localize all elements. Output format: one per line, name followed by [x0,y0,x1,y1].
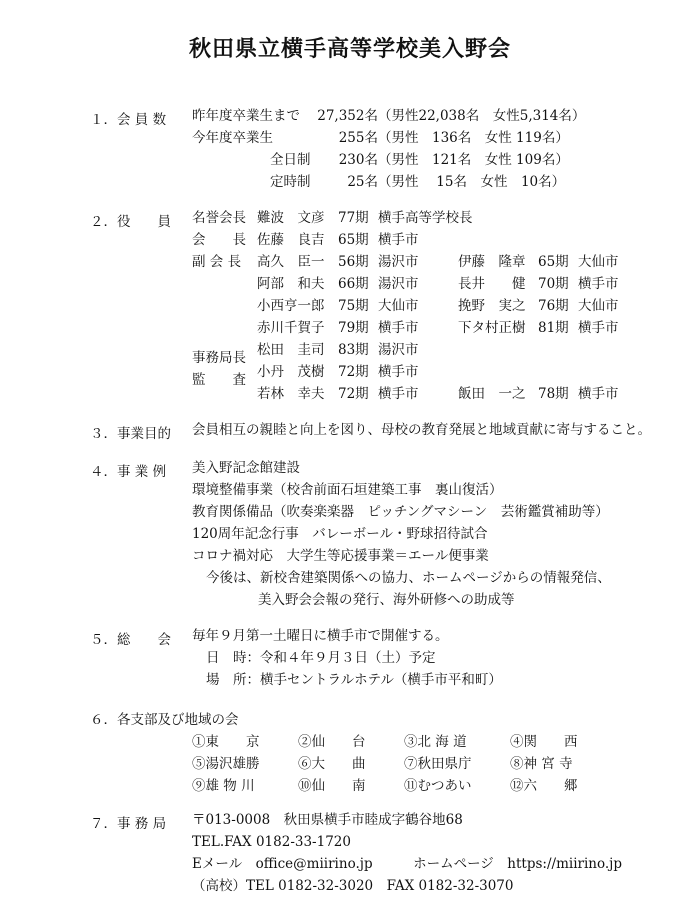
members-count-fulltime: 230名 [338,152,378,168]
section-5-heading: ５．総 会 [90,632,171,648]
officer-term: 83期 [338,342,369,358]
officer-name: 阿部 和夫 [257,276,325,292]
branch-item: ④関 西 [510,734,578,750]
members-label-fulltime: 全日制 [270,152,311,168]
branch-item: ⑩仙 南 [298,778,366,794]
role-honorary: 名誉会長 [192,210,246,226]
officer-term-right: 76期 [538,298,569,314]
officer-term-right: 65期 [538,254,569,270]
officer-place-right: 大仙市 [578,298,619,314]
office-email-web: Eメール office@miirino.jp ホームページ https://miirino.jp [192,856,622,872]
officer-term: 77期 [338,210,369,226]
members-count-current: 255名 [338,130,378,146]
officer-name: 松田 圭司 [257,342,325,358]
officer-name: 佐藤 良吉 [257,232,325,248]
section-1-heading: １．会 員 数 [90,112,167,128]
officer-place-right: 横手市 [578,320,619,336]
section-3-heading: ３．事業目的 [90,426,171,442]
officer-term-right: 78期 [538,386,569,402]
officer-place: 湯沢市 [378,342,419,358]
members-count-previous: 27,352名 [317,108,378,124]
officer-term: 66期 [338,276,369,292]
officer-name-right: 長井 健 [458,276,526,292]
officer-place: 湯沢市 [378,276,419,292]
officer-place-right: 横手市 [578,386,619,402]
branch-item: ⑦秋田県庁 [404,756,472,772]
officer-name-right: 伊藤 隆章 [458,254,526,270]
officer-name: 小丹 茂樹 [257,364,325,380]
section-6-heading: ６．各支部及び地域の会 [90,712,239,728]
office-school-contact: （高校）TEL 0182-32-3020 FAX 0182-32-3070 [192,878,514,894]
business-line: 美入野記念館建設 [192,460,300,476]
role-auditor: 監 査 [192,372,246,388]
branch-item: ⑫六 郷 [510,778,578,794]
branch-item: ②仙 台 [298,734,366,750]
officer-term: 72期 [338,364,369,380]
business-line: 120周年記念行事 バレーボール・野球招待試合 [192,526,488,542]
office-address: 〒013-0008 秋田県横手市睦成字鶴谷地68 [192,812,463,828]
officer-term: 56期 [338,254,369,270]
members-breakdown-current: （男性 136名 女性 119名） [378,130,569,146]
officer-name-right: 挽野 実之 [458,298,526,314]
role-secretary: 事務局長 [192,350,246,366]
officer-place: 横手市 [378,232,419,248]
branch-item: ⑨雄 物 川 [192,778,255,794]
officer-name: 難波 文彦 [257,210,325,226]
officer-name-right: 下タ村正樹 [458,320,526,336]
section-4-heading: ４．事 業 例 [90,464,167,480]
officer-place: 横手市 [378,364,419,380]
officer-place: 横手市 [378,320,419,336]
branch-item: ①東 京 [192,734,260,750]
officer-name: 赤川千賀子 [257,320,325,336]
officer-term-right: 70期 [538,276,569,292]
members-breakdown-fulltime: （男性 121名 女性 109名） [378,152,569,168]
meeting-place: 場 所：横手セントラルホテル（横手市平和町） [206,672,502,688]
meeting-date: 日 時：令和４年９月３日（土）予定 [206,650,436,666]
office-telfax: TEL.FAX 0182-33-1720 [192,834,351,850]
officer-name: 小西亨一郎 [257,298,325,314]
officer-name: 若林 幸夫 [257,386,325,402]
members-label-current: 今年度卒業生 [192,130,273,146]
officer-place: 横手高等学校長 [378,210,473,226]
page-title: 秋田県立横手高等学校美入野会 [188,37,511,62]
officer-name-right: 飯田 一之 [458,386,526,402]
branch-item: ③北 海 道 [404,734,467,750]
officer-place: 横手市 [378,386,419,402]
members-breakdown-parttime: （男性 15名 女性 10名） [378,174,566,190]
officer-name: 高久 臣一 [257,254,325,270]
officer-term: 65期 [338,232,369,248]
officer-term: 75期 [338,298,369,314]
members-breakdown-previous: （男性22,038名 女性5,314名） [378,108,586,124]
branch-item: ⑤湯沢雄勝 [192,756,260,772]
members-label-previous: 昨年度卒業生まで [192,108,300,124]
officer-place: 大仙市 [378,298,419,314]
members-count-parttime: 25名 [347,174,378,190]
role-vice: 副 会 長 [192,254,242,270]
business-line: 教育関係備品（吹奏楽楽器 ピッチングマシーン 芸術鑑賞補助等） [192,504,609,520]
members-label-parttime: 定時制 [270,174,311,190]
business-line: 今後は、新校舎建築関係への協力、ホームページからの情報発信、 [206,570,611,586]
officer-term-right: 81期 [538,320,569,336]
officer-place-right: 大仙市 [578,254,619,270]
section-7-heading: ７．事 務 局 [90,816,167,832]
business-line: コロナ禍対応 大学生等応援事業＝エール便事業 [192,548,489,564]
officer-term: 79期 [338,320,369,336]
officer-place: 湯沢市 [378,254,419,270]
officer-place-right: 横手市 [578,276,619,292]
branch-item: ⑥大 曲 [298,756,366,772]
branch-item: ⑧神 宮 寺 [510,756,573,772]
branch-item: ⑪むつあい [404,778,472,794]
business-line: 美入野会会報の発行、海外研修への助成等 [258,592,515,608]
meeting-line: 毎年９月第一土曜日に横手市で開催する。 [192,628,449,644]
section-2-heading: ２．役 員 [90,214,171,230]
officer-term: 72期 [338,386,369,402]
business-line: 環境整備事業（校舎前面石垣建築工事 裏山復活） [192,482,503,498]
purpose-text: 会員相互の親睦と向上を図り、母校の教育発展と地域貢献に寄与すること。 [192,422,651,438]
role-president: 会 長 [192,232,246,248]
